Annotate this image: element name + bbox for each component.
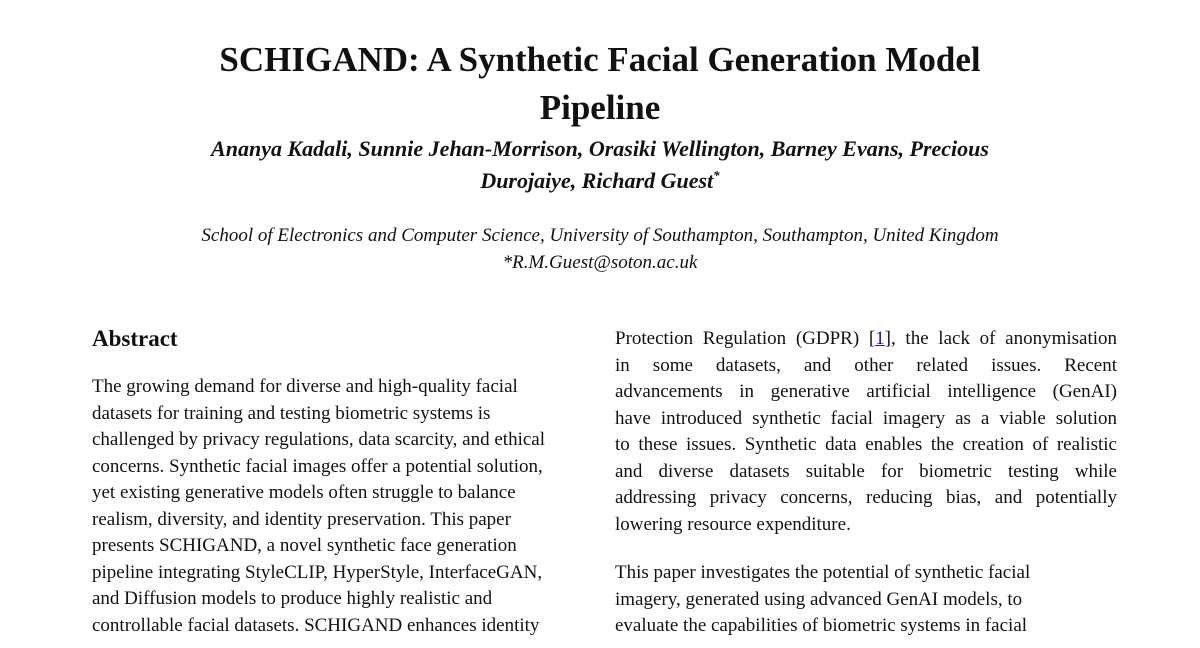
intro-paragraph — [615, 326, 1117, 538]
abstract-line: datasets for training and testing biometric systems is — [92, 402, 491, 424]
abstract-line: pipeline integrating StyleCLIP, HyperStyle, InterfaceGAN, — [92, 561, 543, 583]
body-line: and diverse datasets suitable for biometric testing while — [615, 460, 1117, 482]
abstract-line: concerns. Synthetic facial images offer a potential solution, — [92, 455, 543, 477]
abstract-line: and Diffusion models to produce highly realistic and — [92, 588, 493, 609]
right-column — [615, 326, 1117, 640]
body-line: lowering resource expenditure. — [615, 513, 851, 535]
body-line — [615, 326, 1117, 353]
abstract-line: The growing demand for diverse and high-quality facial — [92, 376, 518, 397]
body-line: advancements in generative artificial intelligence (GenAI) — [615, 381, 1117, 402]
affiliation: School of Electronics and Computer Science, University of Southampton, Southampton, United Kingdom — [201, 225, 999, 246]
affiliation-block — [0, 222, 1200, 276]
body-text: Protection Regulation (GDPR) [ — [615, 328, 876, 349]
body-line: evaluate the capabilities of biometric systems in facial — [615, 615, 1028, 636]
abstract-heading: Abstract — [92, 326, 178, 351]
body-line: have introduced synthetic facial imagery as a viable solution — [615, 407, 1117, 429]
abstract-line: realism, diversity, and identity preservation. This paper — [92, 508, 511, 530]
abstract-line: presents SCHIGAND, a novel synthetic face generation — [92, 535, 517, 556]
abstract-body — [92, 374, 582, 639]
body-line: addressing privacy concerns, reducing bias, and potentially — [615, 487, 1117, 508]
corresponding-author-marker: * — [713, 167, 720, 183]
authors-line: Ananya Kadali, Sunnie Jehan-Morrison, Orasiki Wellington, Barney Evans, Precious — [211, 136, 989, 161]
abstract-line: challenged by privacy regulations, data scarcity, and ethical — [92, 429, 545, 450]
contact-email: *R.M.Guest@soton.ac.uk — [502, 252, 698, 273]
authors-line-text: Durojaiye, Richard Guest — [480, 168, 714, 193]
paper-title — [0, 36, 1200, 132]
authors-line — [0, 165, 1200, 197]
body-line: This paper investigates the potential of synthetic facial — [615, 562, 1031, 583]
paragraph-gap — [615, 538, 1117, 560]
body-line: to these issues. Synthetic data enables the creation of realistic — [615, 434, 1117, 455]
left-column — [92, 324, 582, 639]
title-line: Pipeline — [539, 88, 661, 127]
citation-link[interactable]: 1 — [875, 328, 885, 349]
body-line: in some datasets, and other related issues. Recent — [615, 354, 1117, 376]
intro-paragraph — [615, 560, 1117, 640]
abstract-line: controllable facial datasets. SCHIGAND enhances identity — [92, 614, 540, 636]
body-text: ], the lack of anonymisation — [884, 328, 1118, 349]
abstract-line: yet existing generative models often struggle to balance — [92, 482, 516, 503]
title-line: SCHIGAND: A Synthetic Facial Generation Model — [219, 40, 981, 79]
body-line: imagery, generated using advanced GenAI models, to — [615, 588, 1023, 610]
author-list — [0, 133, 1200, 197]
